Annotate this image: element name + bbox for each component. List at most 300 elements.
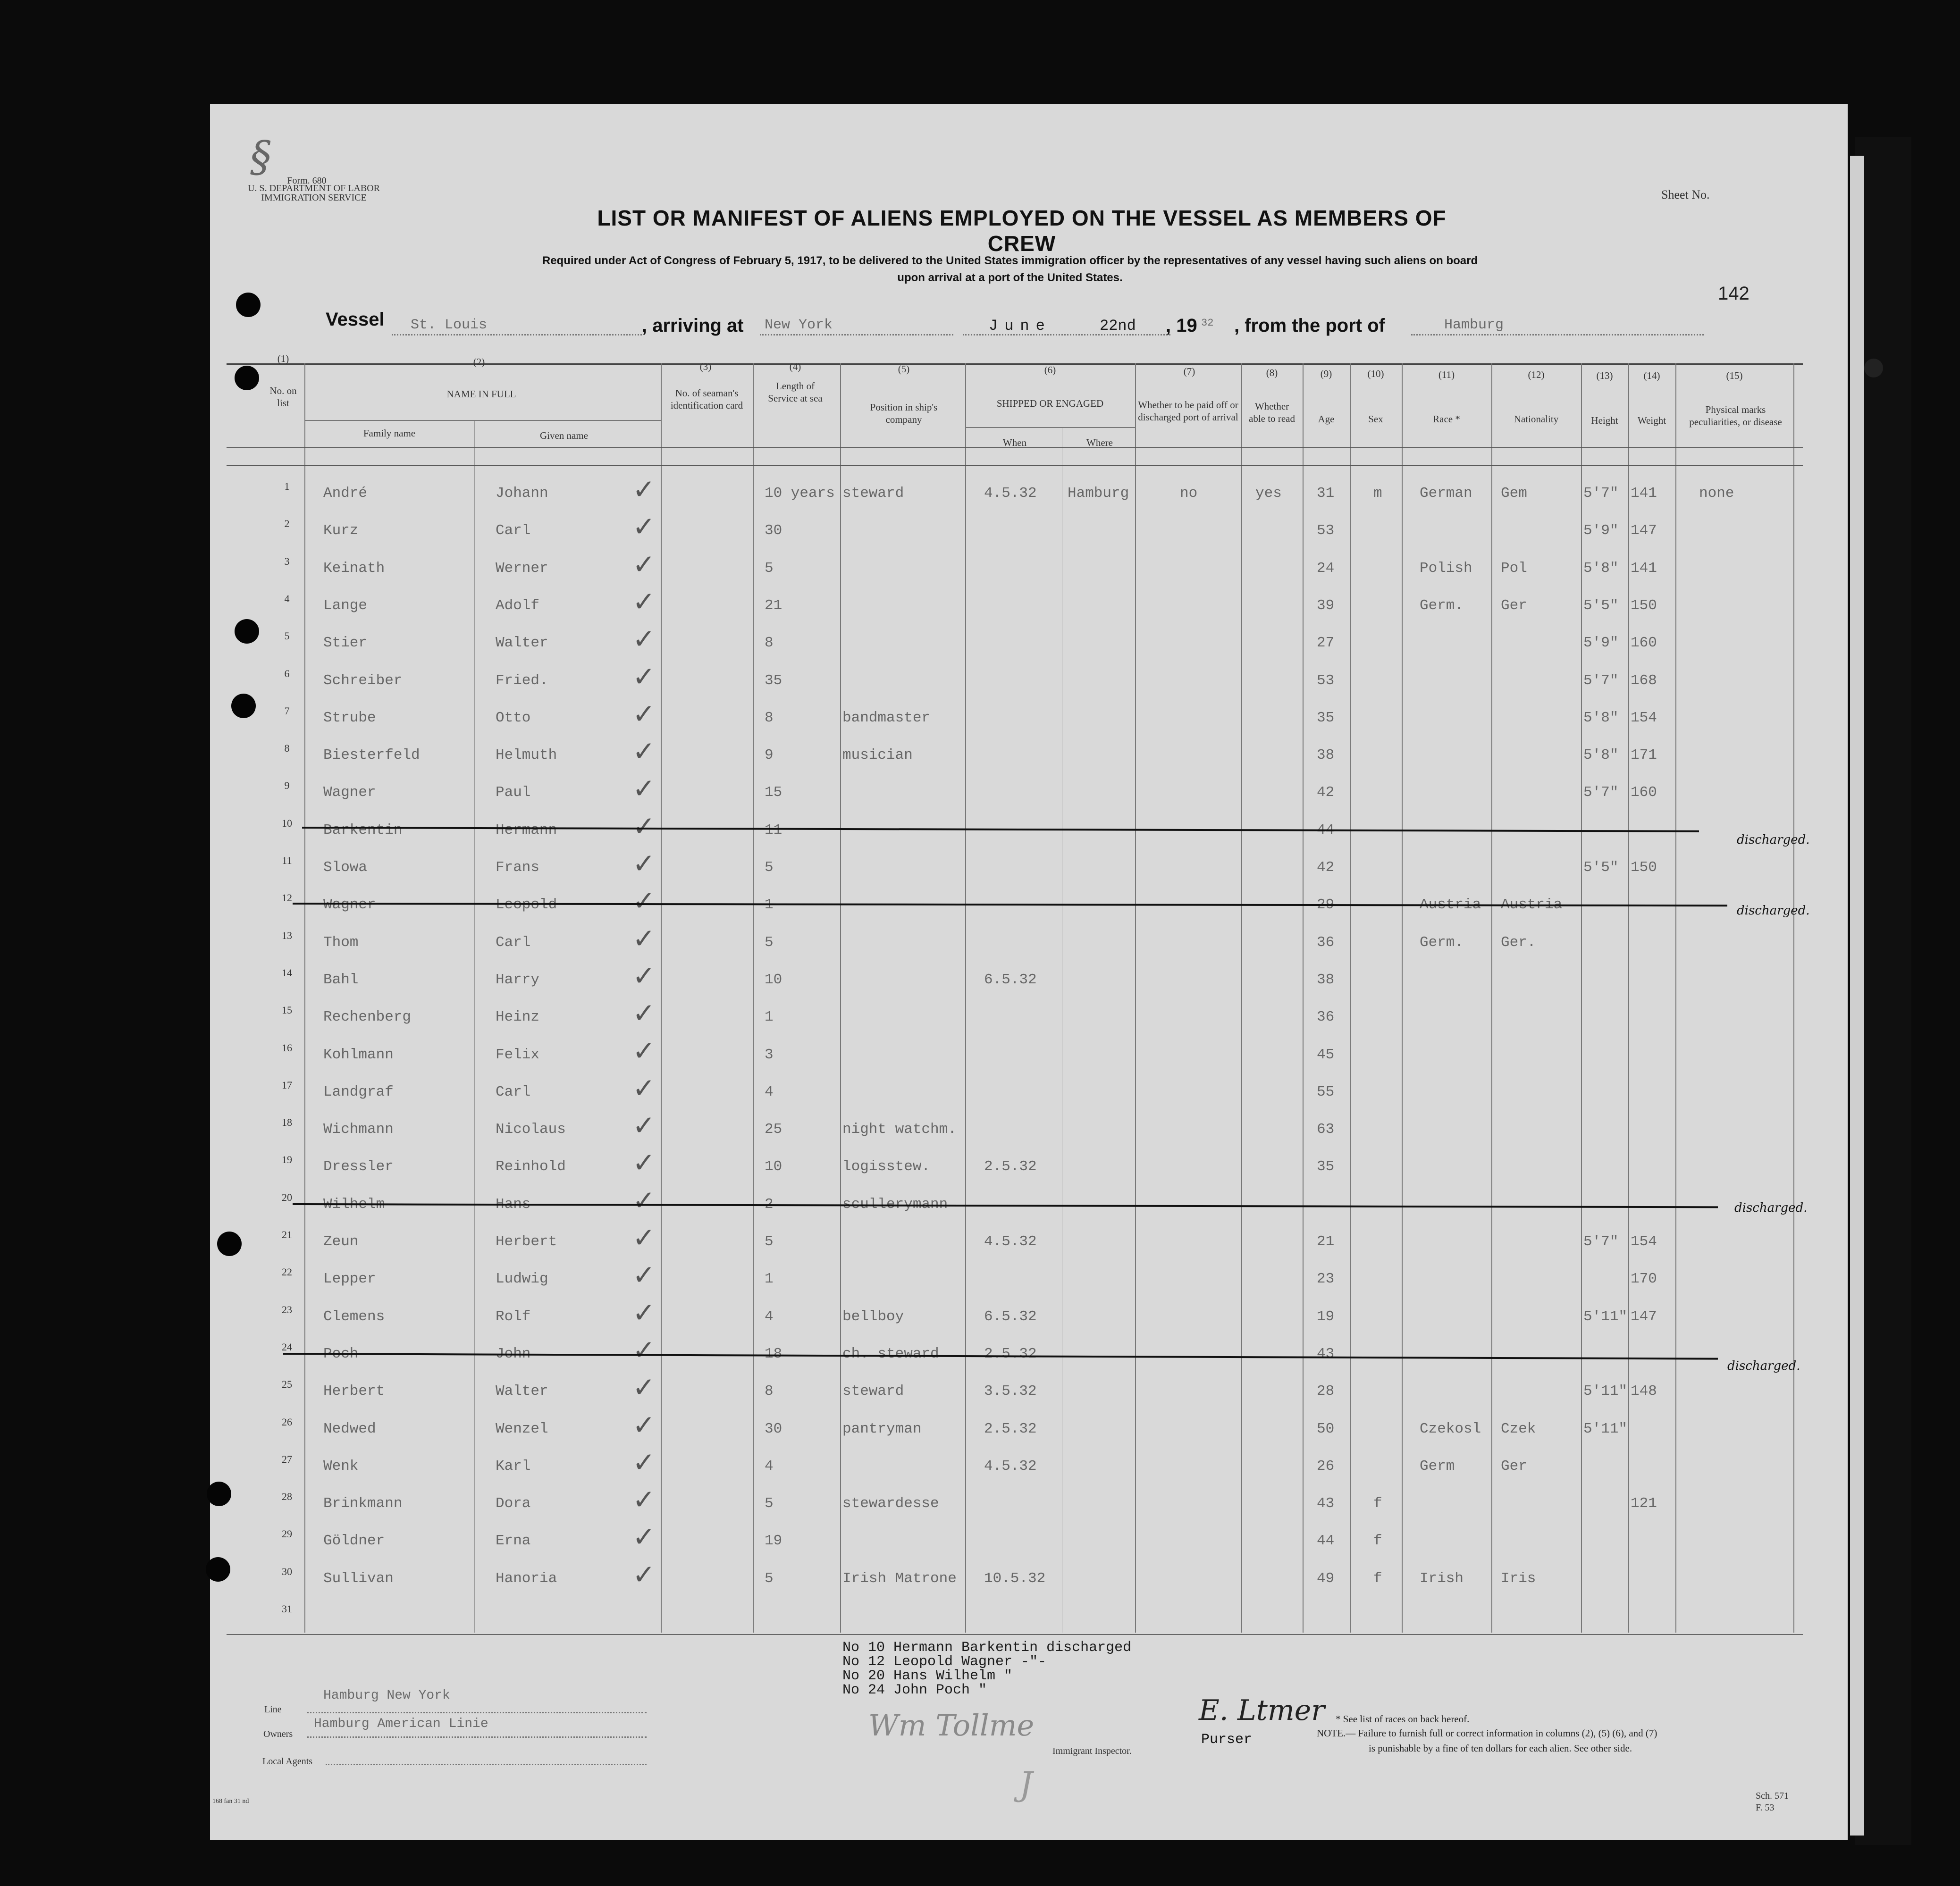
family-name-cell: Herbert [323, 1383, 385, 1400]
position-cell: musician [842, 747, 913, 764]
inspector-label: Immigrant Inspector. [1052, 1746, 1132, 1756]
check-mark-icon: ✓ [632, 1446, 656, 1478]
height-cell: 5'9" [1583, 635, 1619, 652]
col-divider [1135, 363, 1136, 1633]
family-name-cell: Göldner [323, 1533, 385, 1550]
position-cell: scullerymann [842, 1196, 948, 1213]
family-name-cell: Lange [323, 597, 368, 614]
given-name-cell: Adolf [496, 597, 540, 614]
family-name-cell: Stier [323, 635, 368, 652]
service-cell: 5 [765, 560, 774, 577]
service-cell: 10 years [765, 485, 835, 502]
age-cell: 42 [1317, 859, 1335, 876]
line-value: Hamburg New York [323, 1688, 450, 1703]
given-name-cell: Rolf [496, 1308, 531, 1325]
check-mark-icon: ✓ [632, 1296, 656, 1329]
given-name-cell: Karl [496, 1458, 531, 1475]
col-divider [661, 363, 662, 1633]
owners-value: Hamburg American Linie [314, 1717, 488, 1731]
service-cell: 8 [765, 635, 774, 652]
col-divider [1581, 363, 1582, 1633]
discharged-note-row-10: discharged. [1737, 833, 1810, 847]
col-num-12: (12) [1528, 369, 1545, 380]
family-name-cell: Wagner [323, 784, 376, 801]
vessel-label: Vessel [326, 309, 385, 330]
service-cell: 8 [765, 709, 774, 726]
row-number: 25 [282, 1378, 292, 1391]
col-num-10: (10) [1367, 368, 1384, 379]
age-cell: 39 [1317, 597, 1335, 614]
check-mark-icon: ✓ [632, 847, 656, 880]
age-cell: 26 [1317, 1458, 1335, 1475]
col-num-7: (7) [1183, 366, 1195, 377]
col-num-9: (9) [1320, 368, 1332, 379]
service-cell: 4 [765, 1083, 774, 1100]
position-cell: Irish Matrone [842, 1570, 957, 1587]
row-number: 11 [282, 855, 292, 866]
position-cell: stewardesse [842, 1495, 939, 1512]
col-divider-light [474, 420, 475, 1633]
marks-cell: none [1699, 485, 1734, 502]
age-cell: 44 [1317, 821, 1335, 838]
family-name-cell: Bahl [323, 971, 359, 988]
given-name-cell: Otto [496, 709, 531, 726]
family-name-cell: Thom [323, 934, 359, 951]
nationality-cell: Ger [1501, 597, 1527, 614]
age-cell: 63 [1317, 1121, 1335, 1138]
given-name-cell: Carl [496, 934, 531, 951]
row-number: 17 [282, 1079, 292, 1091]
race-cell: Polish [1420, 560, 1472, 577]
age-cell: 53 [1317, 672, 1335, 689]
paid-off-cell: no [1180, 485, 1198, 502]
given-name-cell: Fried. [496, 672, 548, 689]
height-cell: 5'8" [1583, 709, 1619, 726]
hdr-position: Position in ship's company [870, 402, 938, 425]
height-cell: 5'7" [1583, 784, 1619, 801]
nationality-cell: Gem [1501, 485, 1527, 502]
row-number: 19 [282, 1154, 292, 1166]
nationality-cell: Pol [1501, 560, 1527, 577]
row-number: 2 [284, 518, 290, 530]
service-cell: 5 [765, 859, 774, 876]
service-cell: 5 [765, 1570, 774, 1587]
row-number: 31 [282, 1603, 292, 1615]
race-cell: Germ. [1420, 597, 1464, 614]
hdr-name-in-full: NAME IN FULL [446, 388, 516, 400]
check-mark-icon: ✓ [632, 735, 656, 768]
age-cell: 45 [1317, 1046, 1335, 1063]
day-value: 22nd [1100, 317, 1136, 335]
row-number: 21 [282, 1229, 292, 1241]
height-cell: 5'5" [1583, 859, 1619, 876]
row-number: 16 [282, 1041, 292, 1054]
age-cell: 49 [1317, 1570, 1335, 1587]
race-cell: Austria [1420, 897, 1481, 914]
hdr-age: Age [1318, 413, 1335, 425]
col-num-3: (3) [699, 361, 712, 372]
line-label: Line [264, 1704, 282, 1715]
age-cell: 21 [1317, 1233, 1335, 1250]
pencil-initial: J [1019, 1765, 1033, 1803]
given-name-cell: Frans [496, 859, 540, 876]
age-cell: 35 [1317, 709, 1335, 726]
check-mark-icon: ✓ [632, 1109, 656, 1142]
age-cell: 23 [1317, 1271, 1335, 1288]
when-cell: 4.5.32 [984, 1233, 1037, 1250]
age-cell: 43 [1317, 1345, 1335, 1362]
race-footnote: * See list of races on back hereof. [1336, 1713, 1470, 1725]
family-name-cell: Kurz [323, 522, 359, 539]
owners-label: Owners [263, 1729, 293, 1739]
age-cell: 31 [1317, 485, 1335, 502]
col-divider [1402, 363, 1403, 1633]
sheet-number: 142 [1718, 283, 1750, 304]
given-name-cell: John [496, 1345, 531, 1362]
line-dots [307, 1712, 647, 1713]
discharge-summary-line: No 12 Leopold Wagner -"- [842, 1654, 1047, 1670]
service-cell: 5 [765, 1233, 774, 1250]
row-number: 20 [282, 1191, 292, 1203]
when-cell: 4.5.32 [984, 1458, 1037, 1475]
when-cell: 6.5.32 [984, 971, 1037, 988]
service-cell: 4 [765, 1458, 774, 1475]
form-f53: F. 53 [1756, 1802, 1775, 1813]
agents-dots [326, 1764, 647, 1765]
service-cell: 5 [765, 1495, 774, 1512]
age-cell: 44 [1317, 1533, 1335, 1550]
given-name-cell: Reinhold [496, 1158, 566, 1175]
weight-cell: 154 [1631, 1233, 1657, 1250]
discharged-note-row-24: discharged. [1727, 1359, 1800, 1373]
check-mark-icon: ✓ [632, 772, 656, 805]
department-label: U. S. DEPARTMENT OF LABOR [248, 183, 380, 193]
row-number: 18 [282, 1116, 292, 1129]
row-number: 26 [282, 1416, 292, 1428]
height-cell: 5'11" [1583, 1420, 1628, 1437]
discharged-note-row-20: discharged. [1734, 1201, 1808, 1215]
sex-cell: f [1373, 1495, 1382, 1512]
height-cell: 5'8" [1583, 560, 1619, 577]
page-subtitle [415, 252, 1605, 286]
row-number: 5 [284, 630, 290, 642]
weight-cell: 148 [1631, 1383, 1657, 1400]
family-name-cell: Slowa [323, 859, 368, 876]
family-name-cell: Brinkmann [323, 1495, 403, 1512]
discharge-summary-line: No 10 Hermann Barkentin discharged [842, 1640, 1132, 1656]
service-cell: 8 [765, 1383, 774, 1400]
family-name-cell: Zeun [323, 1233, 359, 1250]
position-cell: steward [842, 1383, 904, 1400]
check-mark-icon: ✓ [632, 1147, 656, 1179]
service-cell: 25 [765, 1121, 782, 1138]
service-cell: 19 [765, 1533, 782, 1550]
height-cell: 5'11" [1583, 1383, 1628, 1400]
family-name-cell: Wagner [323, 897, 376, 914]
row-number: 10 [282, 817, 292, 829]
position-cell: bandmaster [842, 709, 931, 726]
col-num-1: (1) [277, 353, 289, 364]
weight-cell: 154 [1631, 709, 1657, 726]
family-name-cell: Keinath [323, 560, 385, 577]
from-port-dots [1411, 334, 1704, 335]
col-num-14: (14) [1643, 370, 1660, 381]
given-name-cell: Werner [496, 560, 548, 577]
hdr-seaman-card: No. of seaman's identification card [670, 387, 743, 411]
service-cell: 10 [765, 971, 782, 988]
age-cell: 42 [1317, 784, 1335, 801]
sheet-label: Sheet No. [1661, 188, 1710, 201]
row-number: 29 [282, 1528, 292, 1540]
from-port-label: , from the port of [1234, 315, 1385, 336]
col-divider [753, 363, 754, 1633]
name-subheader-rule [304, 420, 661, 421]
service-cell: 10 [765, 1158, 782, 1175]
given-name-cell: Walter [496, 1383, 548, 1400]
hdr-paid-off: Whether to be paid off or discharged port of arrival [1138, 399, 1238, 423]
hdr-given-name: Given name [539, 430, 589, 441]
given-name-cell: Johann [496, 485, 548, 502]
family-name-cell: Sullivan [323, 1570, 394, 1587]
given-name-cell: Erna [496, 1533, 531, 1550]
hdr-nationality: Nationality [1514, 413, 1559, 425]
family-name-cell: Poch [323, 1345, 359, 1362]
col-divider [1491, 363, 1492, 1633]
when-cell: 4.5.32 [984, 485, 1037, 502]
given-name-cell: Harry [496, 971, 540, 988]
position-cell: night watchm. [842, 1121, 957, 1138]
row-number: 24 [282, 1341, 292, 1353]
hdr-physical-marks: Physical marks peculiarities, or disease [1689, 404, 1782, 427]
sex-cell: f [1373, 1570, 1382, 1587]
given-name-cell: Hermann [496, 821, 557, 838]
position-cell: bellboy [842, 1308, 904, 1325]
purser-label: Purser [1201, 1732, 1253, 1748]
family-name-cell: Barkentin [323, 821, 403, 838]
age-cell: 24 [1317, 560, 1335, 577]
discharge-summary-line: No 24 John Poch " [842, 1682, 987, 1698]
age-cell: 38 [1317, 747, 1335, 764]
service-cell: 21 [765, 597, 782, 614]
weight-cell: 141 [1631, 560, 1657, 577]
family-name-cell: Schreiber [323, 672, 403, 689]
given-name-cell: Heinz [496, 1009, 540, 1026]
hdr-no-on-list: No. on list [269, 385, 297, 409]
check-mark-icon: ✓ [632, 511, 656, 543]
given-name-cell: Felix [496, 1046, 540, 1063]
check-mark-icon: ✓ [632, 810, 656, 842]
family-name-cell: Kohlmann [323, 1046, 394, 1063]
print-code: 168 fan 31 nd [212, 1798, 249, 1805]
service-cell: 1 [765, 1271, 774, 1288]
col-divider [1793, 363, 1794, 1633]
read-cell: yes [1255, 485, 1282, 502]
vessel-dots [392, 334, 642, 335]
hdr-where: Where [1086, 437, 1113, 448]
age-cell: 50 [1317, 1420, 1335, 1437]
weight-cell: 171 [1631, 747, 1657, 764]
nationality-cell: Ger. [1501, 934, 1536, 951]
given-name-cell: Carl [496, 522, 531, 539]
given-name-cell: Dora [496, 1495, 531, 1512]
discharge-summary-line: No 20 Hans Wilhelm " [842, 1668, 1013, 1684]
age-cell: 43 [1317, 1495, 1335, 1512]
check-mark-icon: ✓ [632, 1222, 656, 1254]
family-name-cell: Lepper [323, 1271, 376, 1288]
row-number: 27 [282, 1453, 292, 1465]
service-cell: 1 [765, 897, 774, 914]
family-name-cell: Clemens [323, 1308, 385, 1325]
hdr-when: When [1002, 437, 1027, 448]
nationality-cell: Iris [1501, 1570, 1536, 1587]
arriving-dots [760, 334, 953, 335]
fine-note-line-1: NOTE.— Failure to furnish full or correct information in columns (2), (5) (6), and (7) [1317, 1727, 1657, 1739]
check-mark-icon: ✓ [632, 585, 656, 618]
check-mark-icon: ✓ [632, 1333, 656, 1366]
age-cell: 36 [1317, 1009, 1335, 1026]
when-cell: 6.5.32 [984, 1308, 1037, 1325]
nationality-cell: Austria [1501, 897, 1563, 914]
height-cell: 5'11" [1583, 1308, 1628, 1325]
arriving-label: , arriving at [642, 315, 744, 336]
shipped-subheader-rule [965, 427, 1135, 428]
age-cell: 53 [1317, 522, 1335, 539]
subtitle-line-1: Required under Act of Congress of February 5, 1917, to be delivered to the United States immigration officer by the representatives of any vessel having such aliens on board [542, 254, 1478, 267]
subtitle-line-2: upon arrival at a port of the United States. [897, 271, 1123, 284]
position-cell: ch. steward [842, 1345, 939, 1362]
race-cell: German [1420, 485, 1472, 502]
year-label: , 19 [1166, 315, 1197, 336]
row-number: 3 [284, 555, 290, 567]
row-number: 4 [284, 592, 290, 604]
check-mark-icon: ✓ [632, 1558, 656, 1591]
col-divider [1628, 363, 1629, 1633]
immigration-service-label: IMMIGRATION SERVICE [261, 193, 367, 203]
race-cell: Germ. [1420, 934, 1464, 951]
check-mark-icon: ✓ [632, 1184, 656, 1216]
page-title: LIST OR MANIFEST OF ALIENS EMPLOYED ON THE VESSEL AS MEMBERS OF CREW [597, 206, 1447, 256]
row-number: 22 [282, 1266, 292, 1278]
service-cell: 4 [765, 1308, 774, 1325]
header-bottom-rule-2 [227, 465, 1803, 466]
given-name-cell: Wenzel [496, 1420, 548, 1437]
height-cell: 5'7" [1583, 485, 1619, 502]
service-cell: 15 [765, 784, 782, 801]
row-number: 7 [284, 704, 290, 717]
service-cell: 11 [765, 821, 782, 838]
age-cell: 38 [1317, 971, 1335, 988]
row-number: 1 [284, 480, 290, 492]
hdr-length-service: Length of Service at sea [768, 380, 823, 404]
age-cell: 27 [1317, 635, 1335, 652]
hdr-race: Race * [1433, 413, 1460, 425]
form-number: Form. 680 [287, 176, 327, 186]
check-mark-icon: ✓ [632, 1072, 656, 1104]
vessel-value: St. Louis [411, 317, 488, 333]
check-mark-icon: ✓ [632, 1259, 656, 1291]
given-name-cell: Leopold [496, 897, 557, 914]
given-name-cell: Hans [496, 1196, 531, 1213]
col-num-6: (6) [1044, 364, 1056, 376]
nationality-cell: Ger [1501, 1458, 1527, 1475]
weight-cell: 150 [1631, 597, 1657, 614]
weight-cell: 160 [1631, 784, 1657, 801]
weight-cell: 121 [1631, 1495, 1657, 1512]
row-number: 6 [284, 667, 290, 679]
age-cell: 19 [1317, 1308, 1335, 1325]
given-name-cell: Helmuth [496, 747, 557, 764]
weight-cell: 141 [1631, 485, 1657, 502]
check-mark-icon: ✓ [632, 1371, 656, 1404]
hdr-family-name: Family name [363, 427, 416, 439]
check-mark-icon: ✓ [632, 922, 656, 955]
col-divider [1350, 363, 1351, 1633]
service-cell: 9 [765, 747, 774, 764]
check-mark-icon: ✓ [632, 885, 656, 917]
family-name-cell: Wichmann [323, 1121, 394, 1138]
col-num-4: (4) [789, 361, 801, 372]
service-cell: 1 [765, 1009, 774, 1026]
col-divider [1675, 363, 1676, 1633]
fine-note-line-2: is punishable by a fine of ten dollars for each alien. See other side. [1369, 1743, 1632, 1754]
when-cell: 3.5.32 [984, 1383, 1037, 1400]
hdr-shipped: SHIPPED OR ENGAGED [996, 398, 1104, 409]
col-divider [840, 363, 841, 1633]
given-name-cell: Nicolaus [496, 1121, 566, 1138]
col-divider [965, 363, 966, 1633]
col-num-2: (2) [473, 356, 485, 368]
age-cell: 35 [1317, 1158, 1335, 1175]
date-dots [963, 334, 1170, 335]
crew-table [227, 363, 1803, 1635]
col-num-15: (15) [1726, 370, 1743, 381]
race-cell: Irish [1420, 1570, 1464, 1587]
weight-cell: 160 [1631, 635, 1657, 652]
check-mark-icon: ✓ [632, 1521, 656, 1553]
service-cell: 2 [765, 1196, 774, 1213]
schedule-number: Sch. 571 [1756, 1791, 1789, 1801]
height-cell: 5'8" [1583, 747, 1619, 764]
family-name-cell: Rechenberg [323, 1009, 412, 1026]
hdr-read: Whether able to read [1249, 401, 1295, 424]
age-cell: 36 [1317, 934, 1335, 951]
service-cell: 5 [765, 934, 774, 951]
year-value: 32 [1201, 317, 1214, 329]
check-mark-icon: ✓ [632, 660, 656, 693]
height-cell: 5'9" [1583, 522, 1619, 539]
position-cell: pantryman [842, 1420, 922, 1437]
pencil-mark: § [250, 132, 271, 182]
check-mark-icon: ✓ [632, 473, 656, 505]
check-mark-icon: ✓ [632, 1408, 656, 1441]
given-name-cell: Walter [496, 635, 548, 652]
row-number: 14 [282, 966, 292, 979]
family-name-cell: Dressler [323, 1158, 394, 1175]
from-port-value: Hamburg [1444, 317, 1504, 333]
weight-cell: 150 [1631, 859, 1657, 876]
col-num-11: (11) [1438, 369, 1455, 380]
family-name-cell: Wilhelm [323, 1196, 385, 1213]
col-divider [1241, 363, 1242, 1633]
height-cell: 5'7" [1583, 672, 1619, 689]
height-cell: 5'5" [1583, 597, 1619, 614]
discharged-note-row-12: discharged. [1737, 904, 1810, 918]
row-number: 23 [282, 1303, 292, 1316]
family-name-cell: André [323, 485, 368, 502]
service-cell: 30 [765, 522, 782, 539]
family-name-cell: Strube [323, 709, 376, 726]
underlying-page-edge [1850, 156, 1864, 1836]
